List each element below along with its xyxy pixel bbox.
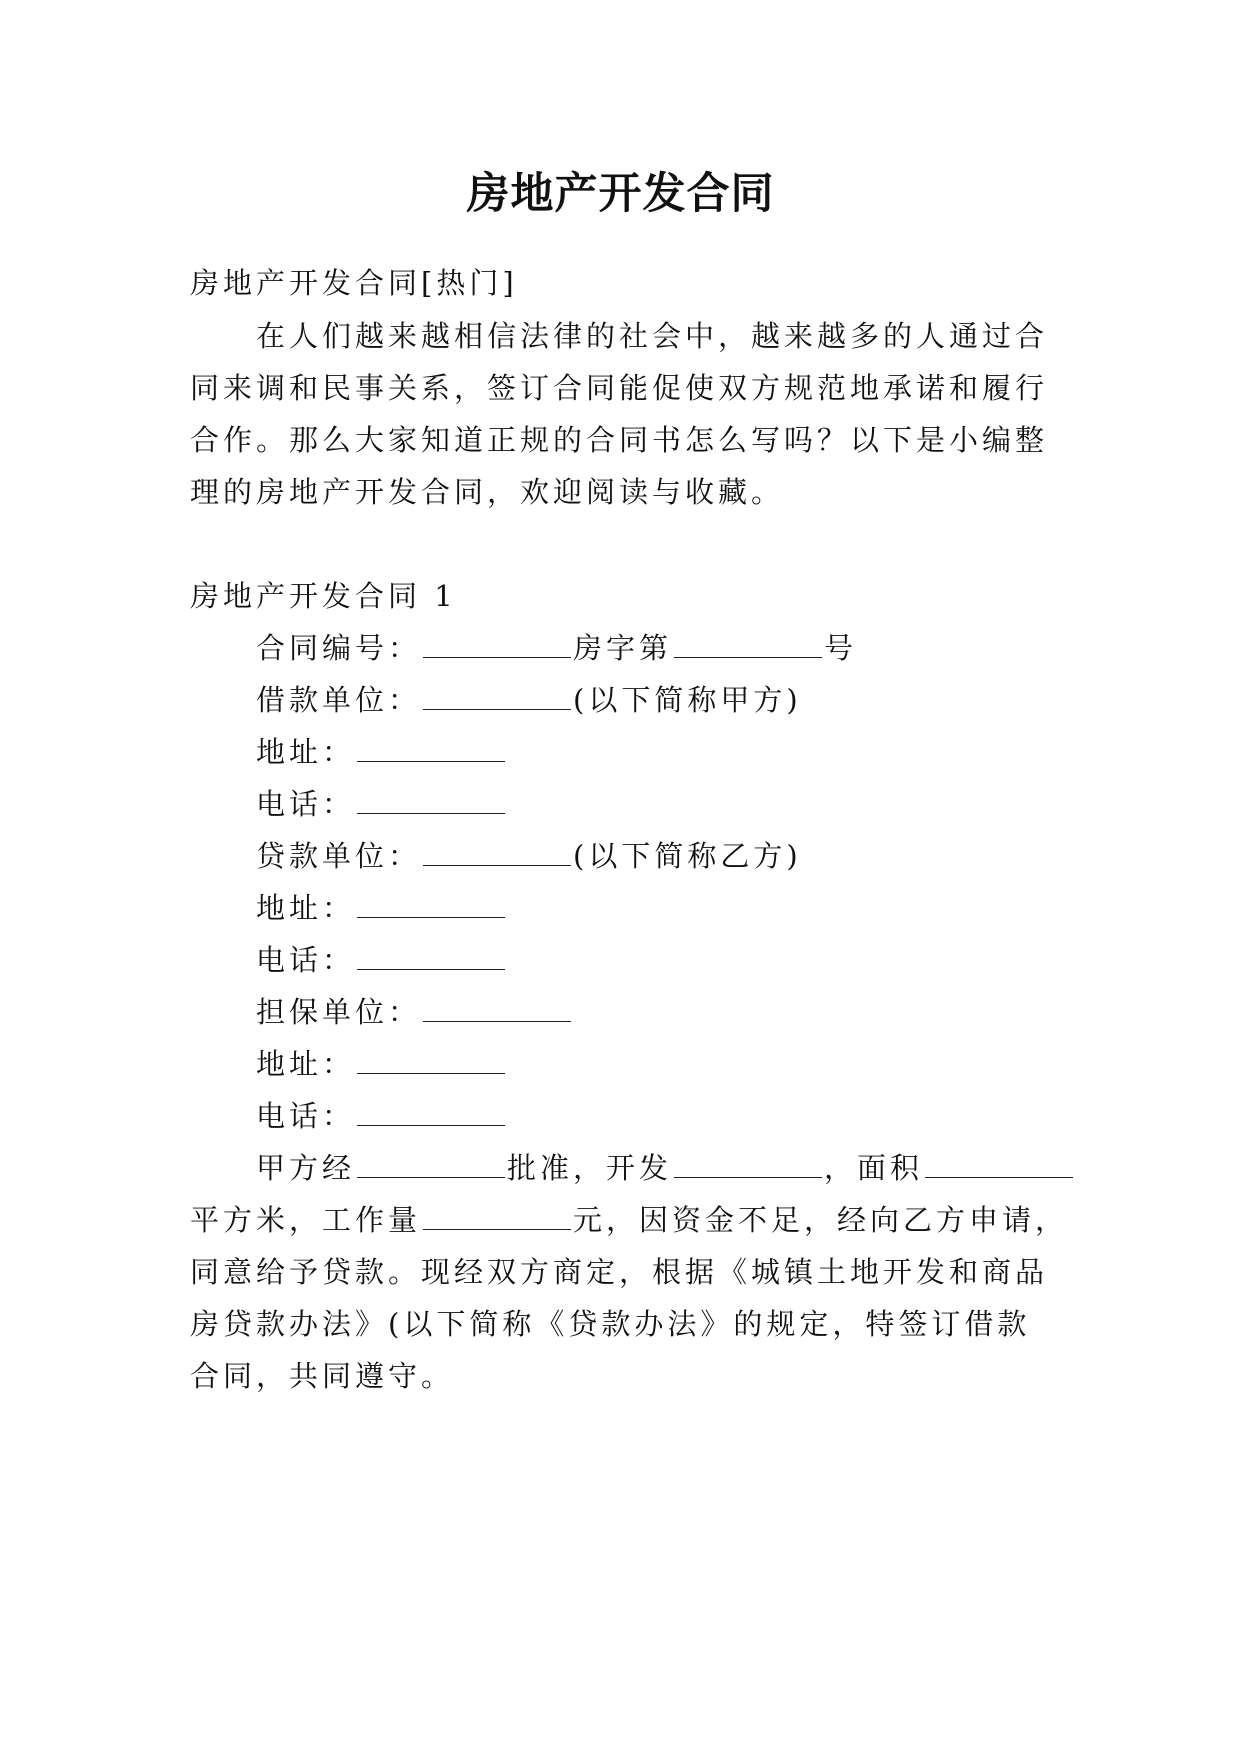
lender-label: 贷款单位： <box>256 839 422 873</box>
guarantor-address-blank <box>357 1047 505 1074</box>
borrower-label: 借款单位： <box>256 683 422 717</box>
intro-line-1: 在人们越来越相信法律的社会中，越来越多的人通过合 <box>256 319 1049 353</box>
intro-line-4: 理的房地产开发合同，欢迎阅读与收藏。 <box>190 475 785 509</box>
body-text: 批准，开发 <box>507 1151 673 1185</box>
section-title: 房地产开发合同 1 <box>190 579 457 613</box>
guarantor-row <box>256 992 573 1032</box>
phone-label: 电话： <box>256 943 356 977</box>
address-label: 地址： <box>256 735 356 769</box>
lender-address-row <box>256 888 507 928</box>
address-label: 地址： <box>256 891 356 925</box>
intro-line-3: 合作。那么大家知道正规的合同书怎么写吗？以下是小编整 <box>190 423 1049 457</box>
borrower-suffix: (以下简称甲方) <box>573 683 802 717</box>
borrower-phone-blank <box>357 787 505 814</box>
guarantor-blank <box>423 995 571 1022</box>
contract-number-blank-1 <box>423 631 571 658</box>
contract-number-end: 号 <box>824 631 858 665</box>
body-text: 元，因资金不足，经向乙方申请， <box>573 1203 1069 1237</box>
project-blank <box>674 1151 822 1178</box>
borrower-address-blank <box>357 735 505 762</box>
area-blank <box>925 1151 1073 1178</box>
lender-row <box>256 836 802 876</box>
intro-line-2: 同来调和民事关系，签订合同能促使双方规范地承诺和履行 <box>190 371 1049 405</box>
lender-address-blank <box>357 891 505 918</box>
body-line-3: 同意给予贷款。现经双方商定，根据《城镇土地开发和商品 <box>190 1255 1049 1289</box>
borrower-blank <box>423 683 571 710</box>
guarantor-address-row <box>256 1044 507 1084</box>
lender-phone-row <box>256 940 507 980</box>
address-label: 地址： <box>256 1047 356 1081</box>
borrower-phone-row <box>256 784 507 824</box>
contract-number-row <box>256 628 857 668</box>
body-line-5: 合同，共同遵守。 <box>190 1359 455 1393</box>
phone-label: 电话： <box>256 1099 356 1133</box>
borrower-row <box>256 680 802 720</box>
document-title: 房地产开发合同 <box>466 169 775 219</box>
body-text: 平方米，工作量 <box>190 1203 422 1237</box>
body-text: ，面积 <box>824 1151 924 1185</box>
lender-phone-blank <box>357 943 505 970</box>
body-text: 甲方经 <box>256 1151 356 1185</box>
body-line-1 <box>256 1148 1075 1188</box>
phone-label: 电话： <box>256 787 356 821</box>
borrower-address-row <box>256 732 507 772</box>
approval-blank <box>357 1151 505 1178</box>
lender-suffix: (以下简称乙方) <box>573 839 802 873</box>
lender-blank <box>423 839 571 866</box>
contract-number-blank-2 <box>674 631 822 658</box>
workload-blank <box>423 1203 571 1230</box>
body-line-4: 房贷款办法》(以下简称《贷款办法》的规定，特签订借款 <box>190 1307 1031 1341</box>
body-line-2 <box>190 1200 1068 1240</box>
contract-number-mid: 房字第 <box>573 631 673 665</box>
guarantor-phone-blank <box>357 1099 505 1126</box>
contract-number-label: 合同编号： <box>256 631 422 665</box>
guarantor-phone-row <box>256 1096 507 1136</box>
document-subtitle: 房地产开发合同[热门] <box>190 266 518 300</box>
guarantor-label: 担保单位： <box>256 995 422 1029</box>
